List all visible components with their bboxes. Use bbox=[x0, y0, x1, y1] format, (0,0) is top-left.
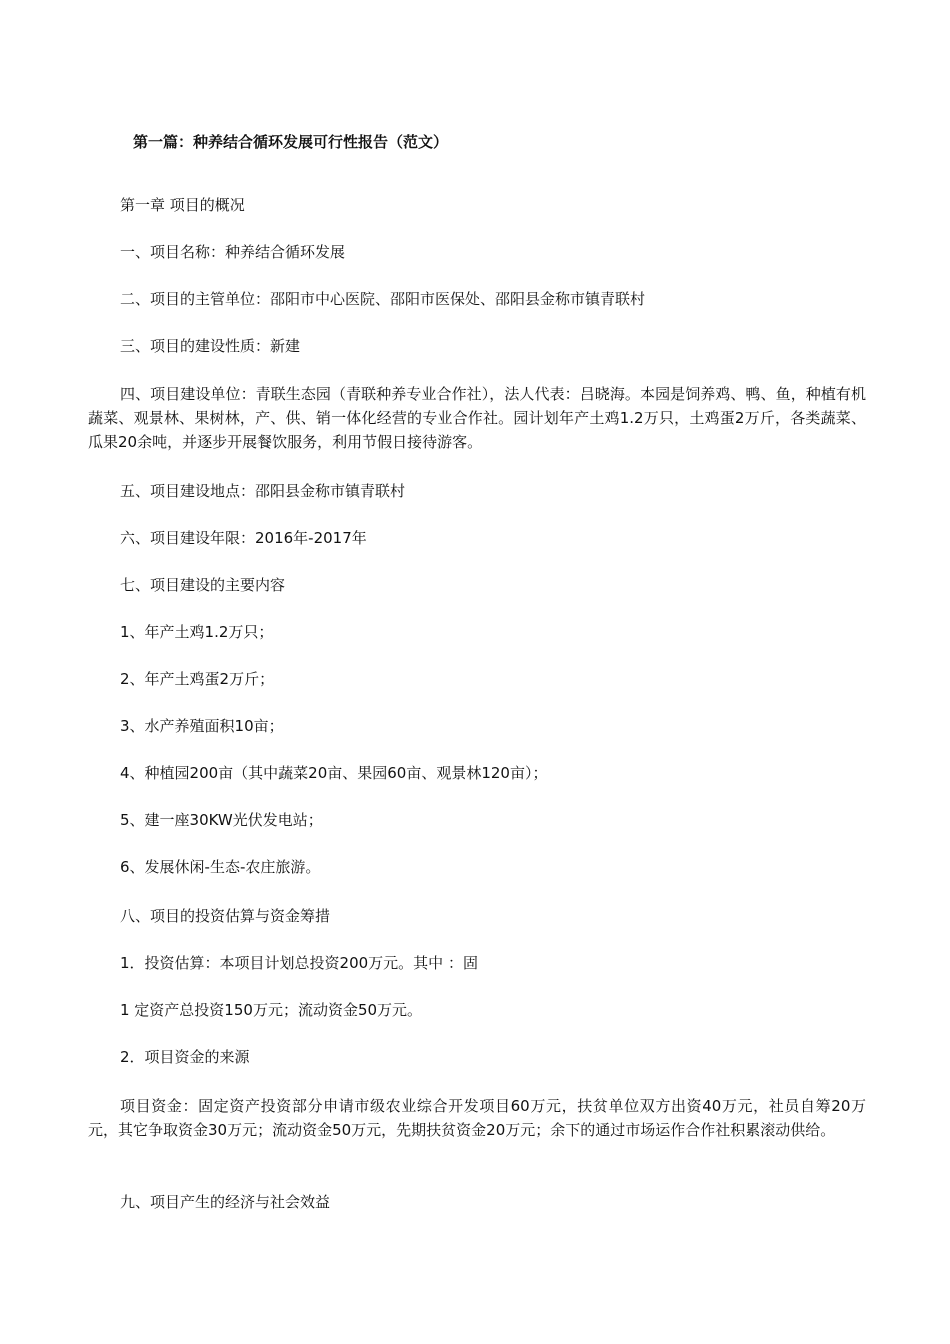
construction-location: 五、项目建设地点：邵阳县金称市镇青联村 bbox=[120, 482, 406, 500]
document-title: 第一篇：种养结合循环发展可行性报告（范文） bbox=[133, 133, 449, 151]
supervising-units: 二、项目的主管单位：邵阳市中心医院、邵阳市医保处、邵阳县金称市镇青联村 bbox=[120, 290, 646, 308]
investment-estimate: 1．投资估算：本项目计划总投资200万元。其中 ：固 bbox=[120, 954, 478, 972]
benefits-heading: 九、项目产生的经济与社会效益 bbox=[120, 1193, 331, 1211]
content-item-6: 6、发展休闲-生态-农庄旅游。 bbox=[120, 858, 321, 876]
content-item-5: 5、建一座30KW光伏发电站； bbox=[120, 811, 323, 829]
investment-estimate-continued: 1 定资产总投资150万元；流动资金50万元。 bbox=[120, 1001, 423, 1019]
main-content-heading: 七、项目建设的主要内容 bbox=[120, 576, 286, 594]
construction-nature: 三、项目的建设性质：新建 bbox=[120, 337, 301, 355]
project-name: 一、项目名称：种养结合循环发展 bbox=[120, 243, 346, 261]
content-item-3: 3、水产养殖面积10亩； bbox=[120, 717, 284, 735]
chapter-heading: 第一章 项目的概况 bbox=[120, 196, 245, 214]
construction-unit-paragraph: 四、项目建设单位：青联生态园（青联种养专业合作社），法人代表：吕晓海。本园是饲养鸡、鸭、鱼，种植有机蔬菜、观景林、果树林，产、供、销一体化经营的专业合作社。园计划年产土鸡1.2万只，土鸡蛋2万斤，各类蔬菜、瓜果20余吨，并逐步开展餐饮服务，利用节假日接待游客。 bbox=[88, 385, 866, 451]
content-item-1: 1、年产土鸡1.2万只； bbox=[120, 623, 274, 641]
funding-source-heading: 2．项目资金的来源 bbox=[120, 1048, 250, 1066]
content-item-4: 4、种植园200亩（其中蔬菜20亩、果园60亩、观景林120亩）； bbox=[120, 764, 548, 782]
investment-heading: 八、项目的投资估算与资金筹措 bbox=[120, 907, 331, 925]
funding-paragraph: 项目资金：固定资产投资部分申请市级农业综合开发项目60万元，扶贫单位双方出资40万元，社员自筹20万元，其它争取资金30万元；流动资金50万元，先期扶贫资金20万元；余下的通过市场运作合作社积累滚动供给。 bbox=[88, 1097, 866, 1139]
construction-period: 六、项目建设年限：2016年-2017年 bbox=[120, 529, 367, 547]
content-item-2: 2、年产土鸡蛋2万斤； bbox=[120, 670, 275, 688]
